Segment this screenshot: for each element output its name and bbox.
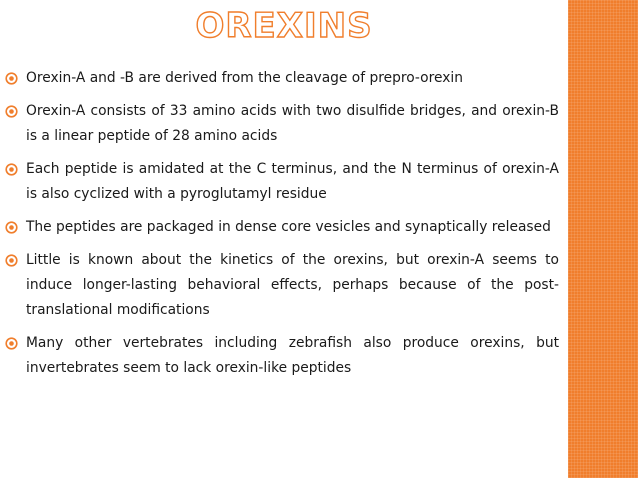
circled-dot-icon — [5, 72, 18, 85]
bullet-text: Many other vertebrates including zebrafish also produce orexins, but invertebrates seem to lack orexin-like peptides — [26, 335, 559, 376]
bullet-text: Orexin-A consists of 33 amino acids with two disulfide bridges, and orexin-B is a linear peptide of 28 amino acids — [26, 103, 559, 144]
bullet-item — [0, 215, 568, 240]
circled-dot-icon — [5, 105, 18, 118]
bullet-text: The peptides are packaged in dense core vesicles and synaptically released — [26, 219, 551, 235]
bullet-item — [0, 66, 568, 91]
bullet-text: Little is known about the kinetics of the orexins, but orexin-A seems to induce longer-lasting behavioral effects, perhaps because of the post-translational modifications — [26, 252, 559, 318]
circled-dot-icon — [5, 163, 18, 176]
circled-dot-icon — [5, 337, 18, 350]
bullet-item — [0, 157, 568, 207]
bullet-list — [0, 66, 568, 389]
bullet-item — [0, 99, 568, 149]
bullet-text: Each peptide is amidated at the C terminus, and the N terminus of orexin-A is also cyclized with a pyroglutamyl residue — [26, 161, 559, 202]
orange-side-bar — [568, 0, 638, 478]
circled-dot-icon — [5, 221, 18, 234]
circled-dot-icon — [5, 254, 18, 267]
bullet-item — [0, 248, 568, 323]
slide-title: OREXINS — [195, 6, 373, 46]
bullet-item — [0, 331, 568, 381]
bullet-text: Orexin-A and -B are derived from the cleavage of prepro-orexin — [26, 70, 463, 86]
